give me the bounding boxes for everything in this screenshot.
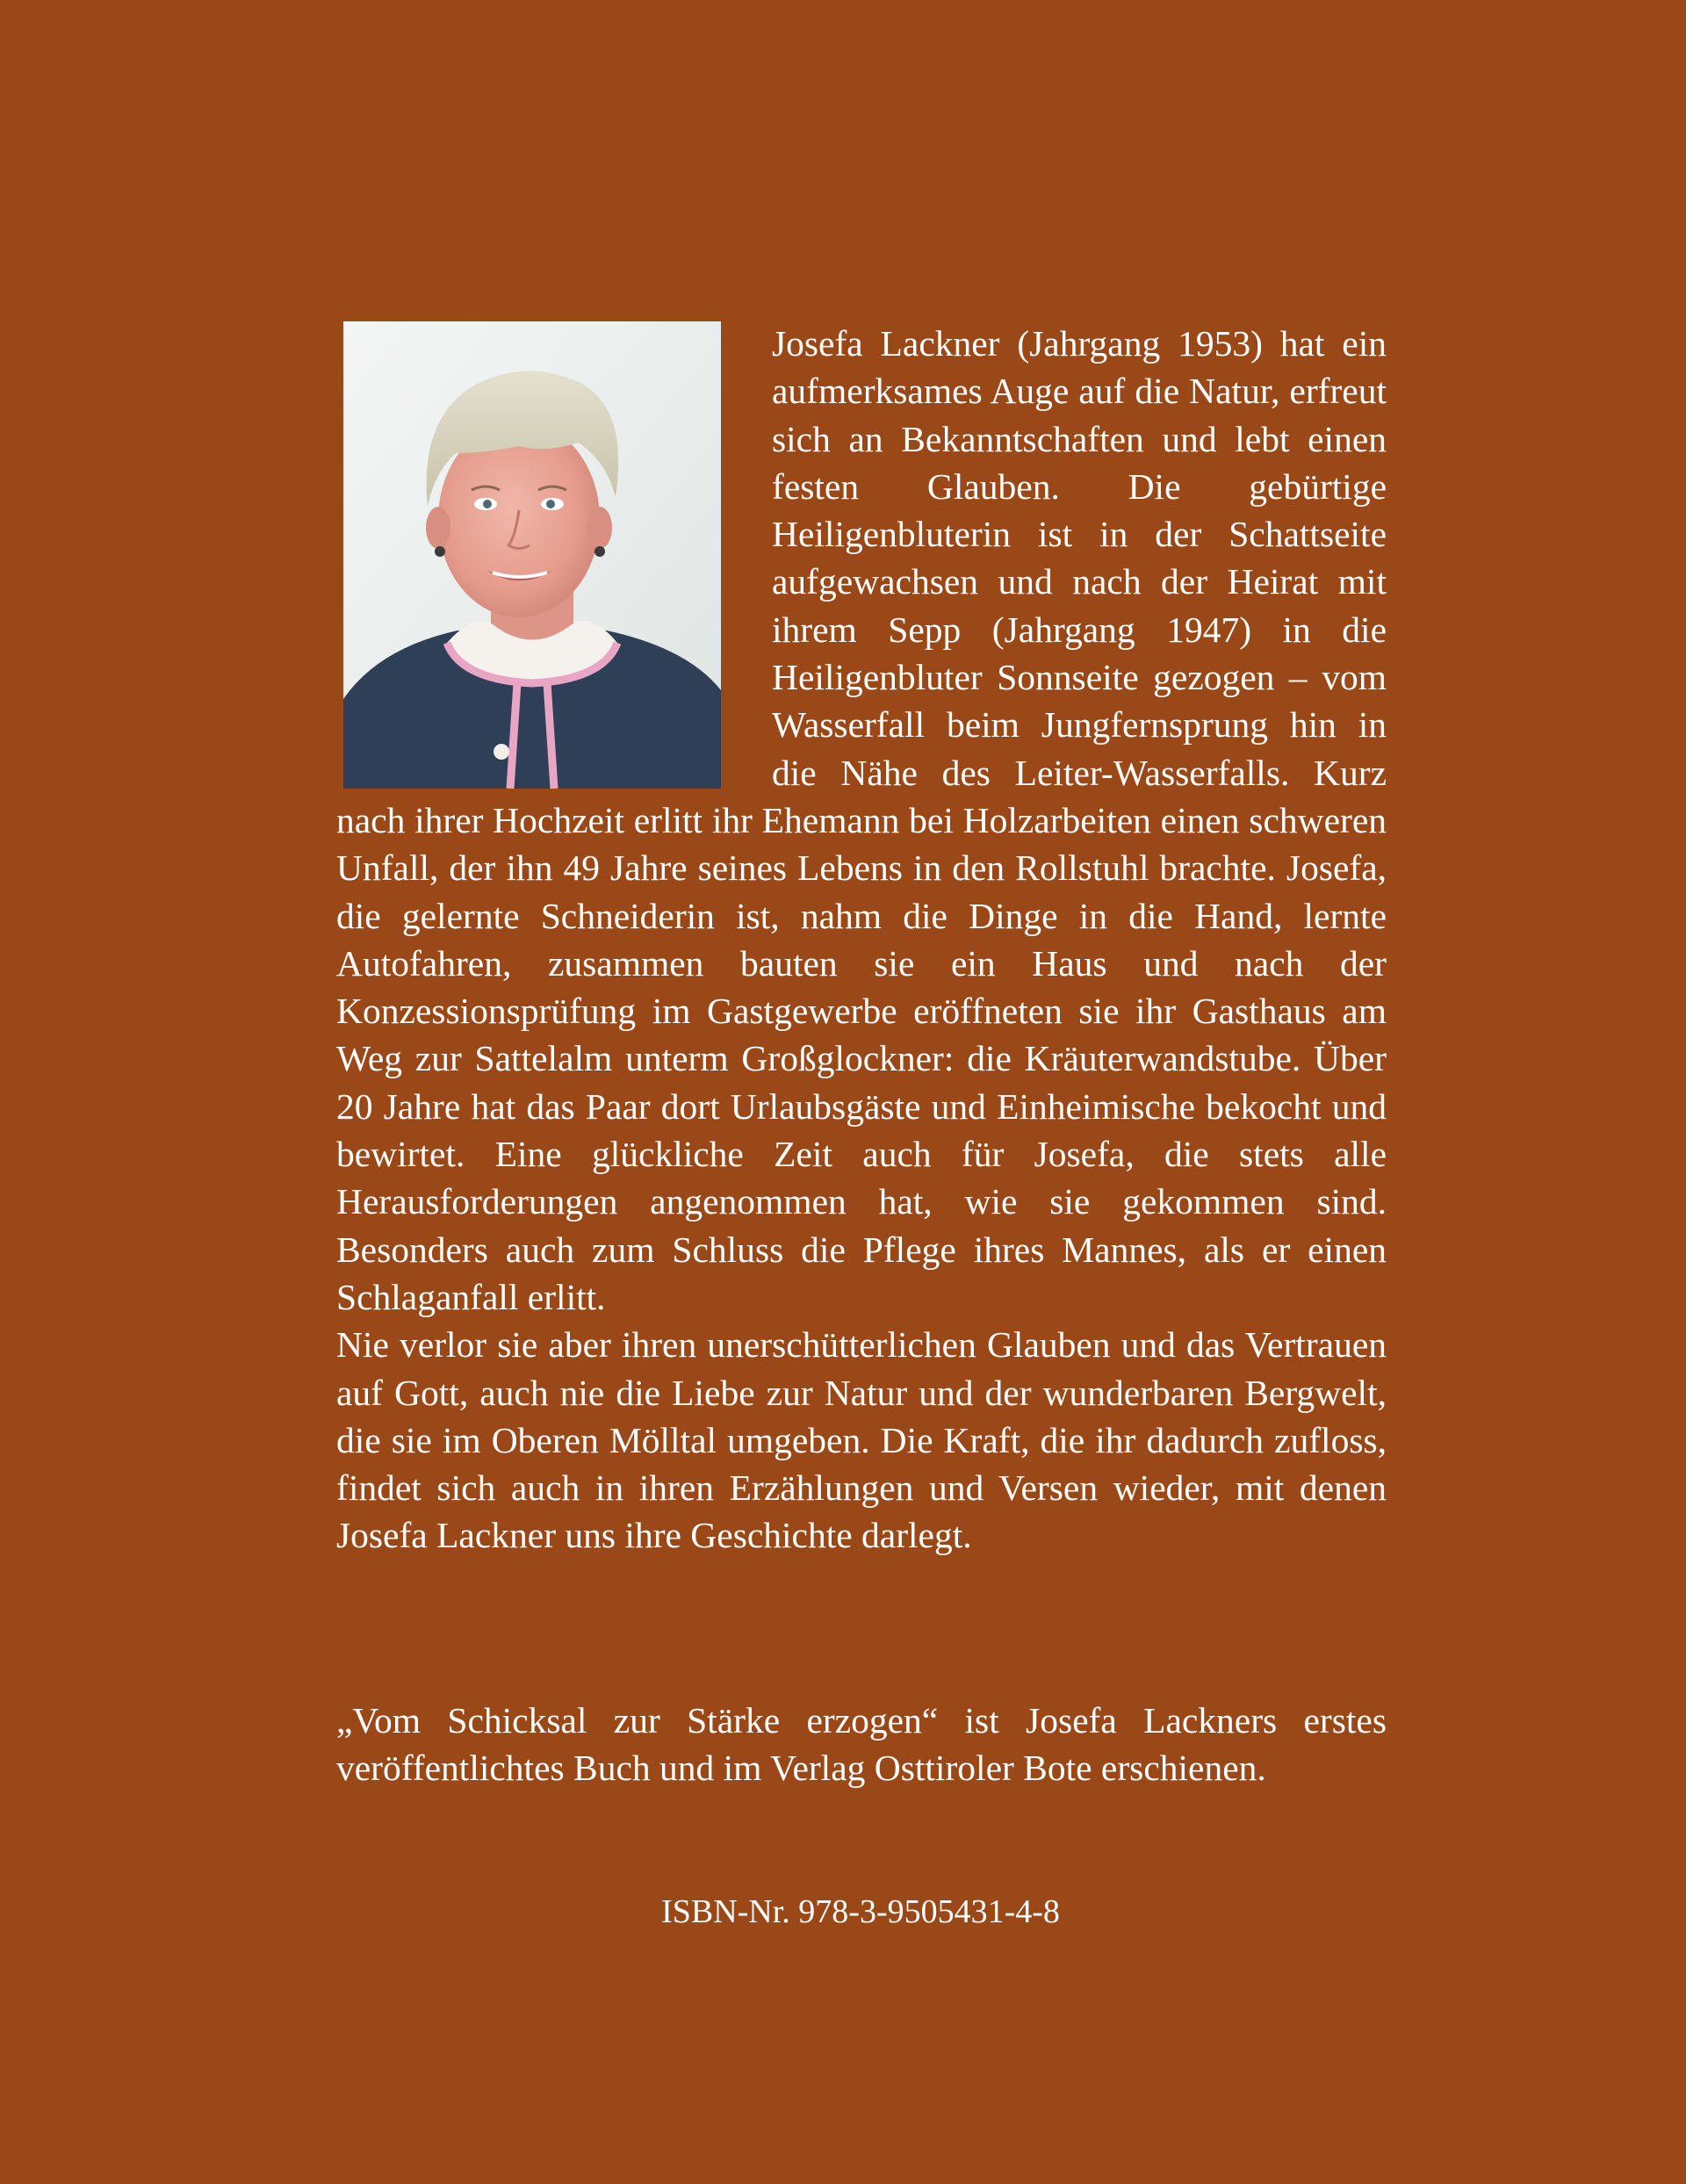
author-portrait bbox=[343, 321, 721, 789]
bio-paragraph-1: Josefa Lackner (Jahrgang 1953) hat ein aufmerksames Auge auf die Natur, erfreut sich an Bekanntschaften und lebt einen festen Glauben. Die gebürtige Heiligenbluterin ist in der Schattseite aufgewachsen und nach der Heirat mit ihrem Sepp (Jahrgang 1947) in die Heiligenbluter Sonnseite gezogen – vom Wasserfall beim Jungfernsprung hin in die Nähe des Leiter-Wasserfalls. Kurz nach ihrer Hochzeit erlitt ihr Ehemann bei Holzarbeiten einen schweren Unfall, der ihn 49 Jahre seines Lebens in den Rollstuhl brachte. Josefa, die gelernte Schneiderin ist, nahm die Dinge in die Hand, lernte Autofahren, zusammen bauten sie ein Haus und nach der Konzessionsprüfung im Gastgewerbe eröffneten sie ihr Gasthaus am Weg zur Sattelalm unterm Großglockner: die Kräuterwandstube. Über 20 Jahre hat das Paar dort Urlaubsgäste und Einheimische bekocht und bewirtet. Eine glückliche Zeit auch für Josefa, die stets alle Herausforderungen angenommen hat, wie sie gekommen sind. Besonders auch zum Schluss die Pflege ihres Mannes, als er einen Schlaganfall erlitt. bbox=[336, 323, 1387, 1317]
isbn-number: ISBN-Nr. 978-3-9505431-4-8 bbox=[661, 1893, 1060, 1930]
publication-note bbox=[336, 1697, 1387, 1792]
author-portrait-photo-icon bbox=[343, 321, 721, 789]
publication-note-text: „Vom Schicksal zur Stärke erzogen“ ist Josefa Lackners erstes veröffentlichtes Buch und im Verlag Osttiroler Bote erschienen. bbox=[336, 1700, 1387, 1789]
bio-paragraph-2: Nie verlor sie aber ihren unerschütterlichen Glauben und das Vertrauen auf Gott, auch nie die Liebe zur Natur und der wunderbaren Bergwelt, die sie im Oberen Mölltal umgeben. Die Kraft, die ihr dadurch zufloss, findet sich auch in ihren Erzählungen und Versen wieder, mit denen Josefa Lackner uns ihre Geschichte darlegt. bbox=[336, 1324, 1387, 1556]
author-bio-block bbox=[336, 320, 1387, 1560]
